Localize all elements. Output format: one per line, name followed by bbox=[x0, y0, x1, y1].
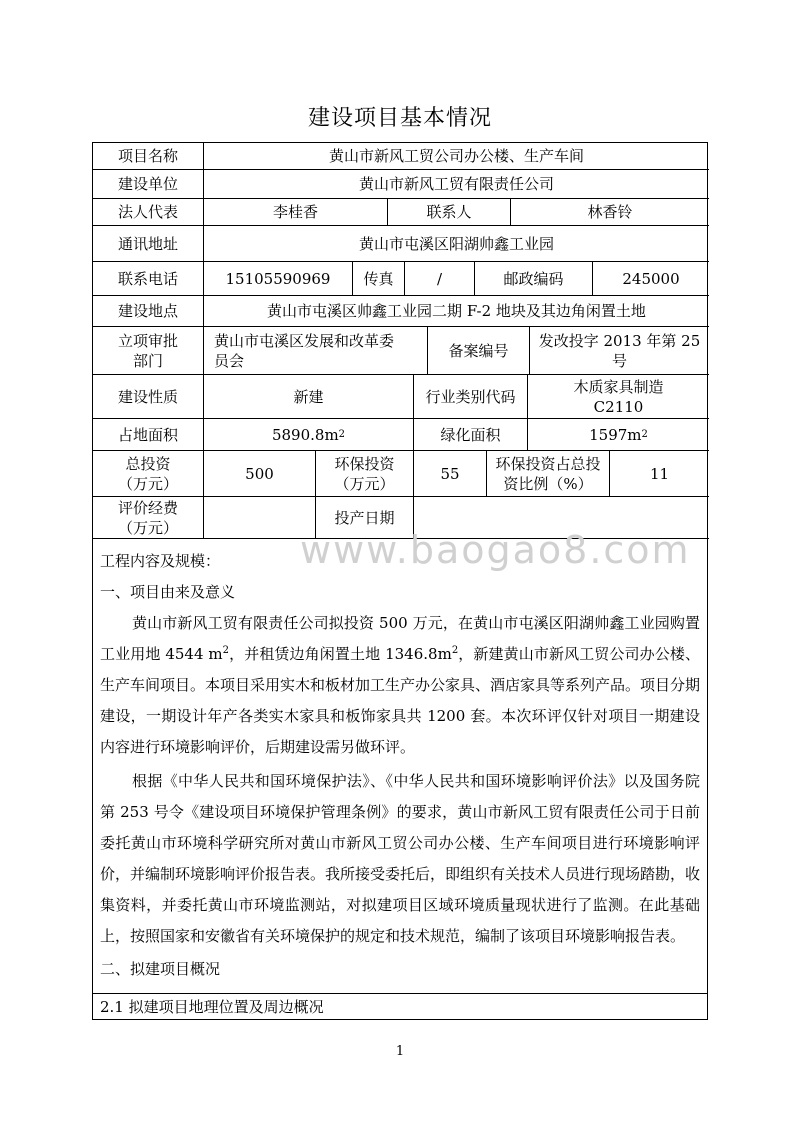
subsection-2-1: 2.1 拟建项目地理位置及周边概况 bbox=[100, 998, 324, 1016]
paragraph-2: 根据《中华人民共和国环境保护法》、《中华人民共和国环境影响评价法》以及国务院第 253 号令《建设项目环境保护管理条例》的要求，黄山市新风工贸有限责任公司于日前委托黄山市环境科学研究所对黄山市新风工贸公司办公楼、生产车间项目进行环境影响评价，并编制环境影响评价报告表。我所接受委托后，即组织有关技术人员进行现场踏勘，收集资料，并委托黄山市环境监测站，对拟建项目区域环境质量现状进行了监测。在此基础上，按照国家和安徽省有关环境保护的规定和技术规范，编制了该项目环境影响报告表。 bbox=[100, 772, 701, 945]
watermark: www.baogao8.com bbox=[300, 528, 691, 572]
project-name-label: 项目名称 bbox=[93, 143, 204, 170]
approval-value: 黄山市屯溪区发展和改革委员会 bbox=[204, 327, 428, 375]
nature-value: 新建 bbox=[204, 375, 414, 419]
filing-label: 备案编号 bbox=[428, 327, 530, 375]
phone-value: 15105590969 bbox=[204, 262, 353, 296]
contact-value: 林香铃 bbox=[511, 199, 709, 226]
legal-rep-value: 李桂香 bbox=[204, 199, 388, 226]
env-investment-value: 55 bbox=[414, 451, 487, 497]
fax-value: / bbox=[405, 262, 475, 296]
eval-fee-label: 评价经费（万元） bbox=[93, 497, 204, 539]
industry-value: 木质家具制造 C2110 bbox=[528, 375, 709, 419]
total-investment-value: 500 bbox=[204, 451, 316, 497]
filing-value: 发改投字 2013 年第 25 号 bbox=[530, 327, 709, 375]
project-content bbox=[100, 546, 700, 985]
divider bbox=[92, 993, 708, 994]
phone-label: 联系电话 bbox=[93, 262, 204, 296]
green-value: 1597m 2 bbox=[528, 419, 709, 451]
builder-label: 建设单位 bbox=[93, 170, 204, 199]
nature-label: 建设性质 bbox=[93, 375, 204, 419]
area-label: 占地面积 bbox=[93, 419, 204, 451]
contact-label: 联系人 bbox=[388, 199, 511, 226]
postcode-label: 邮政编码 bbox=[475, 262, 593, 296]
address-label: 通讯地址 bbox=[93, 226, 204, 262]
area-value: 5890.8m 2 bbox=[204, 419, 414, 451]
env-investment-label: 环保投资（万元） bbox=[316, 451, 414, 497]
section-2-heading: 二、拟建项目概况 bbox=[100, 960, 221, 978]
green-label: 绿化面积 bbox=[414, 419, 528, 451]
section-1-heading: 一、项目由来及意义 bbox=[100, 583, 236, 601]
paragraph-1: 黄山市新风工贸有限责任公司拟投资 500 万元，在黄山市屯溪区阳湖帅鑫工业园购置工业用地 4544 $m^2$，并租赁边角闲置土地 $1346.8m^2$，新建黄山市新风工贸公司办公楼、生产车间项目。本项目采用实木和板材加工生产办公家具、酒店家具等系列产品。项目分期建设，一期设计年产各类实木家具和板饰家具共 1200 套。本次环评仅针对项目一期建设内容进行环境影响评价，后期建设需另做环评。 bbox=[100, 614, 701, 756]
content-heading: 工程内容及规模： bbox=[100, 552, 221, 570]
approval-label: 立项审批部门 bbox=[93, 327, 204, 375]
production-date-label: 投产日期 bbox=[316, 497, 414, 539]
project-name-value: 黄山市新风工贸公司办公楼、生产车间 bbox=[204, 143, 709, 170]
industry-label: 行业类别代码 bbox=[414, 375, 528, 419]
page-title: 建设项目基本情况 bbox=[307, 106, 492, 131]
page-number: 1 bbox=[395, 1044, 405, 1059]
builder-value: 黄山市新风工贸有限责任公司 bbox=[204, 170, 709, 199]
legal-rep-label: 法人代表 bbox=[93, 199, 204, 226]
site-label: 建设地点 bbox=[93, 296, 204, 327]
postcode-value: 245000 bbox=[593, 262, 709, 296]
env-ratio-value: 11 bbox=[610, 451, 709, 497]
total-investment-label: 总投资（万元） bbox=[93, 451, 204, 497]
fax-label: 传真 bbox=[353, 262, 405, 296]
address-value: 黄山市屯溪区阳湖帅鑫工业园 bbox=[204, 226, 709, 262]
env-ratio-label: 环保投资占总投资比例（%） bbox=[487, 451, 610, 497]
site-value: 黄山市屯溪区帅鑫工业园二期 F-2 地块及其边角闲置土地 bbox=[204, 296, 709, 327]
